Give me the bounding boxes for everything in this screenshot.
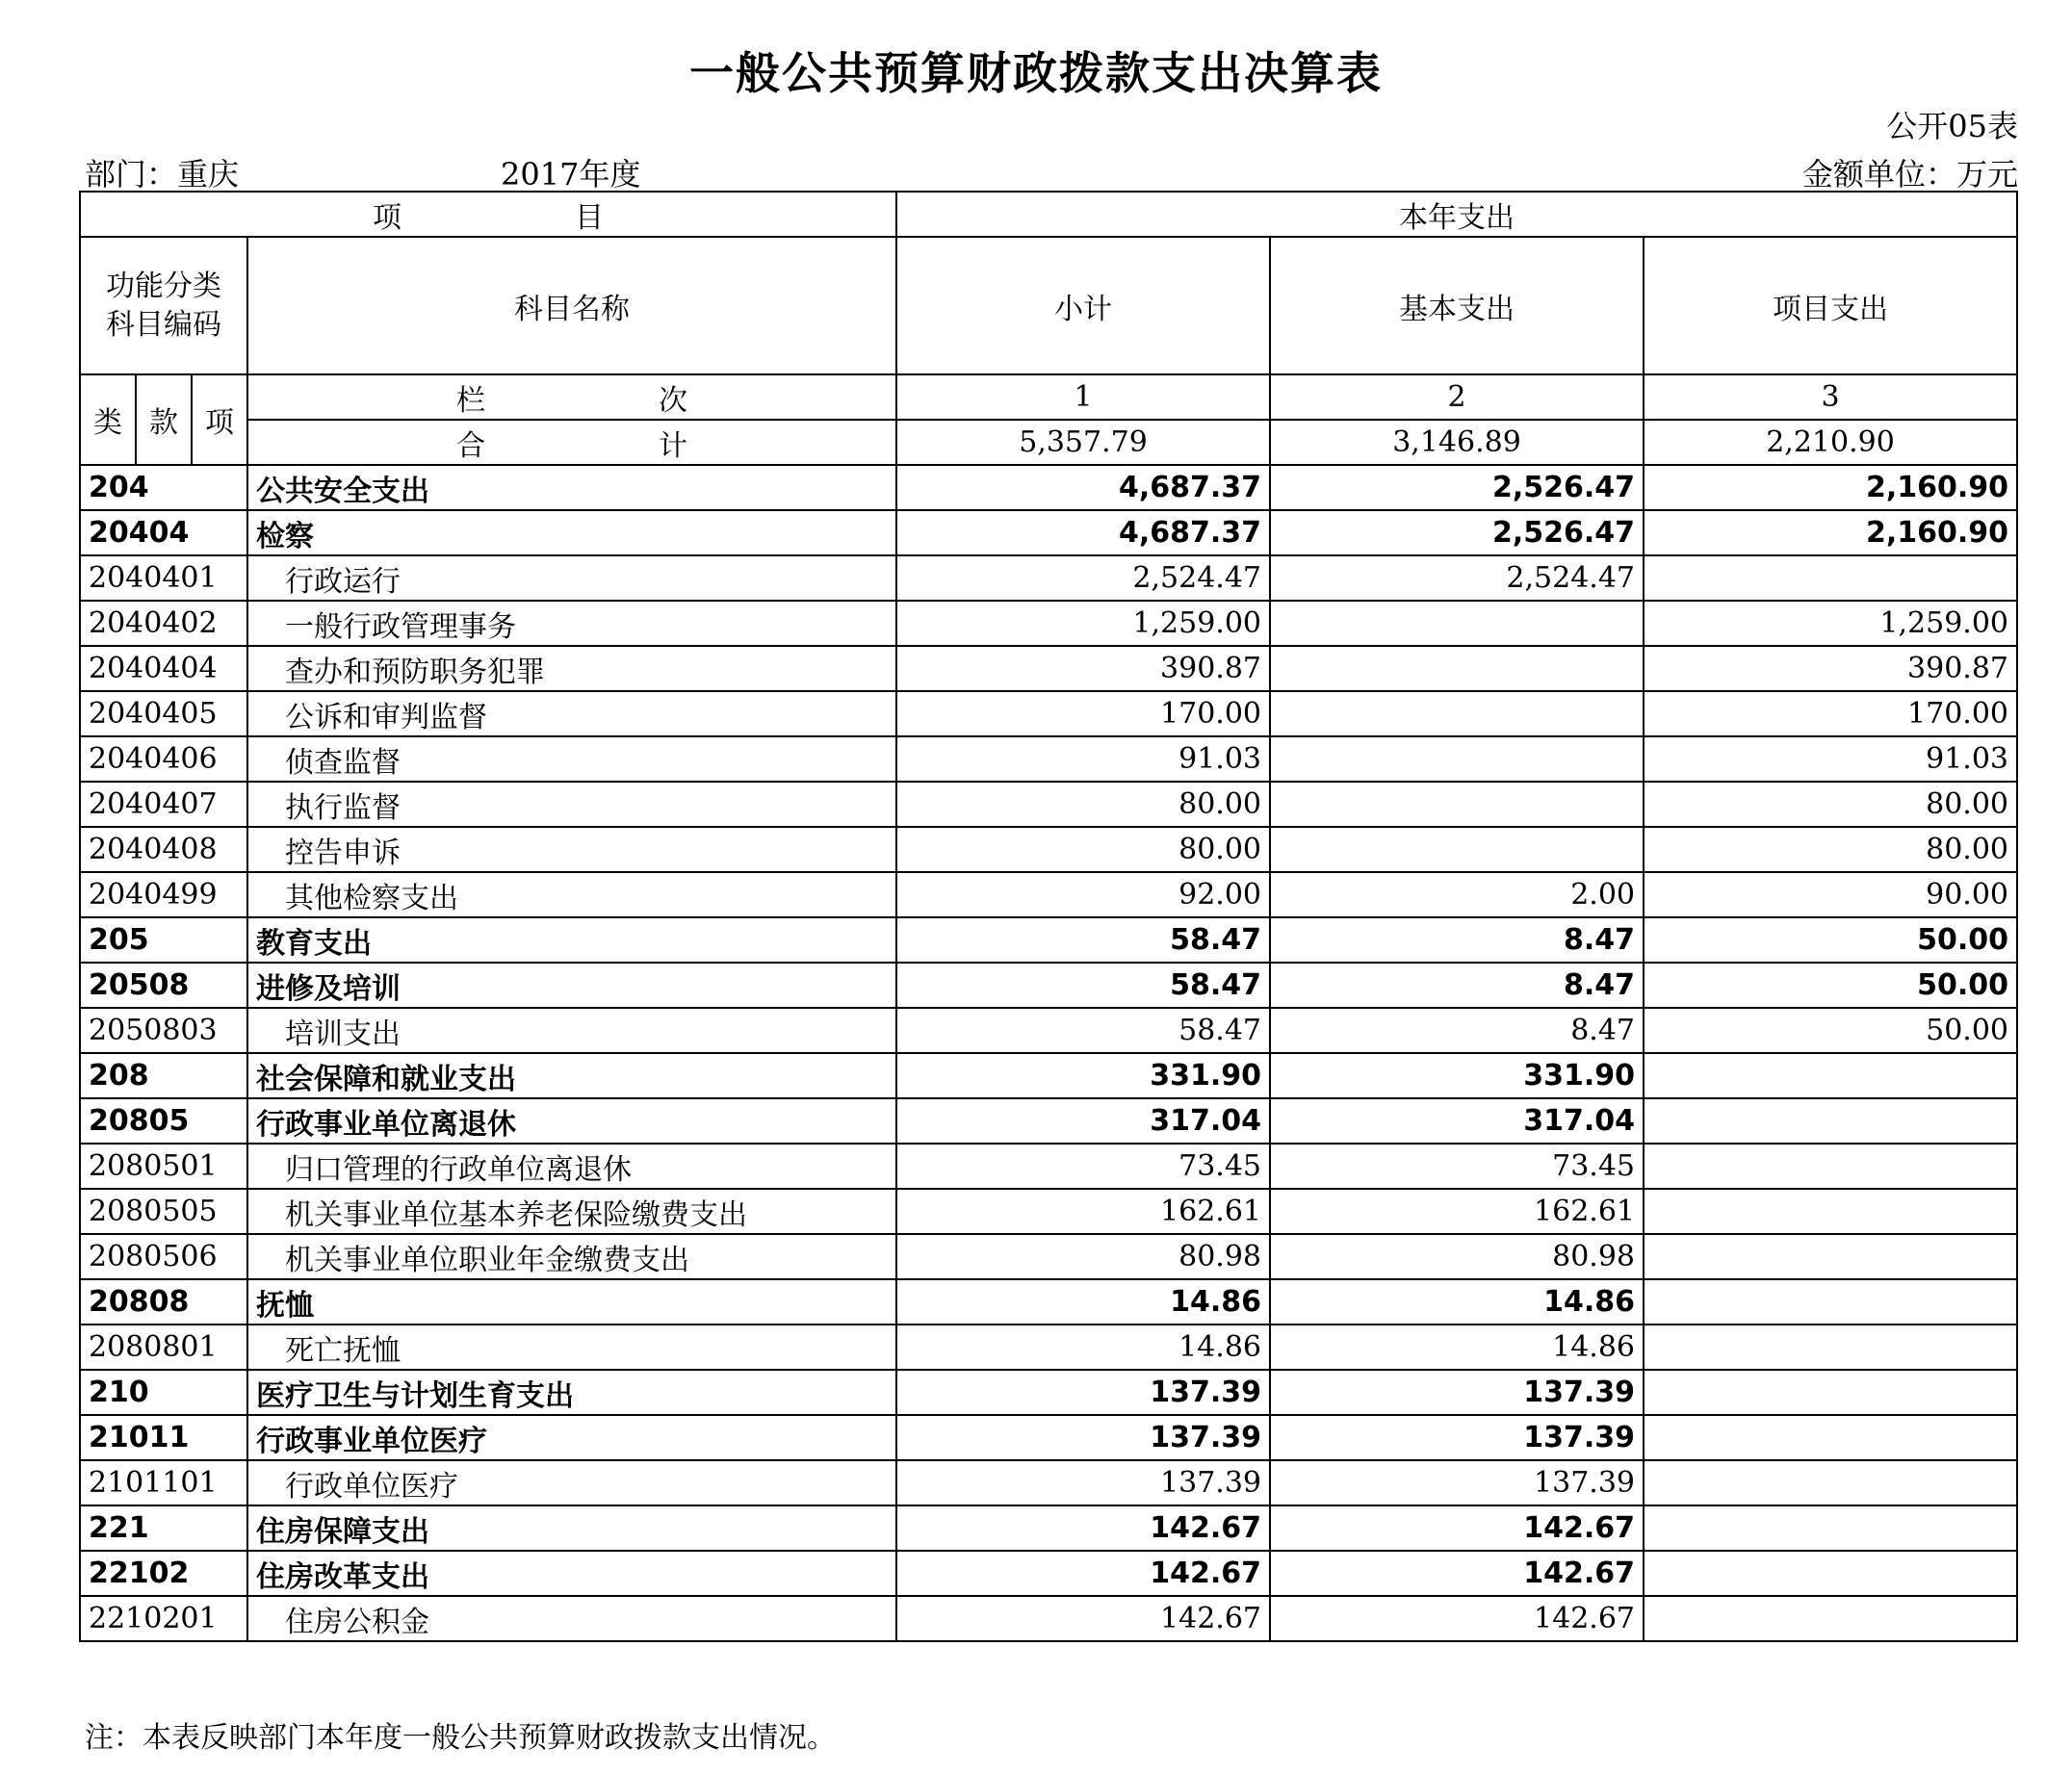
row-name: 行政事业单位医疗 — [247, 1415, 896, 1460]
row-subtotal: 14.86 — [896, 1279, 1270, 1325]
table-row — [80, 963, 2017, 1008]
row-basic: 317.04 — [1270, 1098, 1644, 1144]
row-basic — [1270, 691, 1644, 736]
row-name: 进修及培训 — [247, 963, 896, 1008]
row-project: 1,259.00 — [1644, 601, 2017, 646]
table-row — [80, 1279, 2017, 1325]
form-number: 公开05表 — [1886, 108, 2018, 144]
table-note: 注：本表反映部门本年度一般公共预算财政拨款支出情况。 — [85, 1721, 836, 1755]
row-basic — [1270, 646, 1644, 691]
total-subtotal: 5,357.79 — [896, 420, 1270, 465]
header-code-label: 功能分类 科目编码 — [80, 237, 247, 374]
row-code: 208 — [80, 1053, 247, 1098]
row-code: 2040404 — [80, 646, 247, 691]
fiscal-year: 2017年度 — [501, 156, 641, 193]
row-project: 50.00 — [1644, 1008, 2017, 1053]
row-subtotal: 80.00 — [896, 782, 1270, 827]
row-code: 2040401 — [80, 555, 247, 601]
table-row — [80, 736, 2017, 782]
row-project: 2,160.90 — [1644, 510, 2017, 555]
total-project: 2,210.90 — [1644, 420, 2017, 465]
header-subtotal: 小计 — [896, 237, 1270, 374]
header-item: 项 目 — [80, 192, 896, 237]
header-col2: 2 — [1270, 374, 1644, 420]
row-name: 住房改革支出 — [247, 1551, 896, 1596]
row-name: 机关事业单位基本养老保险缴费支出 — [247, 1189, 896, 1234]
row-project — [1644, 1053, 2017, 1098]
row-project — [1644, 1551, 2017, 1596]
row-subtotal: 142.67 — [896, 1505, 1270, 1551]
row-project: 170.00 — [1644, 691, 2017, 736]
row-project — [1644, 1415, 2017, 1460]
expenditure-table — [79, 191, 2018, 1642]
row-project — [1644, 555, 2017, 601]
row-basic: 142.67 — [1270, 1505, 1644, 1551]
header-project: 项目支出 — [1644, 237, 2017, 374]
row-basic — [1270, 827, 1644, 872]
total-basic: 3,146.89 — [1270, 420, 1644, 465]
row-subtotal: 91.03 — [896, 736, 1270, 782]
row-project: 80.00 — [1644, 827, 2017, 872]
header-basic: 基本支出 — [1270, 237, 1644, 374]
table-row — [80, 1325, 2017, 1370]
row-name: 培训支出 — [247, 1008, 896, 1053]
table-row — [80, 1415, 2017, 1460]
row-code: 2080501 — [80, 1144, 247, 1189]
row-code: 2040408 — [80, 827, 247, 872]
row-name: 公共安全支出 — [247, 465, 896, 510]
row-project: 2,160.90 — [1644, 465, 2017, 510]
row-basic: 14.86 — [1270, 1279, 1644, 1325]
row-basic: 73.45 — [1270, 1144, 1644, 1189]
row-basic: 137.39 — [1270, 1370, 1644, 1415]
row-subtotal: 317.04 — [896, 1098, 1270, 1144]
row-subtotal: 80.00 — [896, 827, 1270, 872]
row-basic: 137.39 — [1270, 1415, 1644, 1460]
row-name: 行政单位医疗 — [247, 1460, 896, 1505]
row-project — [1644, 1279, 2017, 1325]
row-name: 检察 — [247, 510, 896, 555]
row-project — [1644, 1234, 2017, 1279]
row-project: 390.87 — [1644, 646, 2017, 691]
table-row — [80, 1144, 2017, 1189]
row-name: 行政事业单位离退休 — [247, 1098, 896, 1144]
table-row — [80, 646, 2017, 691]
row-basic: 14.86 — [1270, 1325, 1644, 1370]
row-code: 21011 — [80, 1415, 247, 1460]
row-code: 2210201 — [80, 1596, 247, 1641]
row-subtotal: 331.90 — [896, 1053, 1270, 1098]
row-name: 社会保障和就业支出 — [247, 1053, 896, 1098]
row-name: 教育支出 — [247, 917, 896, 963]
header-xiang: 项 — [192, 374, 247, 465]
row-project: 91.03 — [1644, 736, 2017, 782]
table-body — [80, 465, 2017, 1641]
table-row — [80, 1053, 2017, 1098]
row-subtotal: 14.86 — [896, 1325, 1270, 1370]
row-code: 2040406 — [80, 736, 247, 782]
row-project — [1644, 1505, 2017, 1551]
row-code: 2040402 — [80, 601, 247, 646]
row-basic — [1270, 601, 1644, 646]
total-label: 合 计 — [247, 420, 896, 465]
row-name: 死亡抚恤 — [247, 1325, 896, 1370]
row-name: 住房保障支出 — [247, 1505, 896, 1551]
row-code: 2040499 — [80, 872, 247, 917]
row-project — [1644, 1325, 2017, 1370]
row-subtotal: 137.39 — [896, 1370, 1270, 1415]
table-row — [80, 691, 2017, 736]
row-code: 2040405 — [80, 691, 247, 736]
row-basic: 162.61 — [1270, 1189, 1644, 1234]
row-name: 查办和预防职务犯罪 — [247, 646, 896, 691]
table-row — [80, 601, 2017, 646]
table-row — [80, 1460, 2017, 1505]
row-code: 20404 — [80, 510, 247, 555]
row-subtotal: 2,524.47 — [896, 555, 1270, 601]
row-code: 2080505 — [80, 1189, 247, 1234]
row-name: 公诉和审判监督 — [247, 691, 896, 736]
row-name: 抚恤 — [247, 1279, 896, 1325]
table-row — [80, 782, 2017, 827]
header-kuan: 款 — [136, 374, 192, 465]
row-code: 20508 — [80, 963, 247, 1008]
page-title: 一般公共预算财政拨款支出决算表 — [689, 47, 1383, 99]
table-row — [80, 465, 2017, 510]
row-project — [1644, 1596, 2017, 1641]
row-project — [1644, 1189, 2017, 1234]
row-subtotal: 4,687.37 — [896, 510, 1270, 555]
header-col3: 3 — [1644, 374, 2017, 420]
row-code: 2080506 — [80, 1234, 247, 1279]
row-project: 80.00 — [1644, 782, 2017, 827]
row-code: 210 — [80, 1370, 247, 1415]
row-basic: 137.39 — [1270, 1460, 1644, 1505]
row-basic: 2,526.47 — [1270, 465, 1644, 510]
table-row — [80, 1505, 2017, 1551]
row-code: 205 — [80, 917, 247, 963]
row-basic: 2,524.47 — [1270, 555, 1644, 601]
row-basic: 331.90 — [1270, 1053, 1644, 1098]
table-row — [80, 1370, 2017, 1415]
table-row — [80, 555, 2017, 601]
row-project: 50.00 — [1644, 917, 2017, 963]
row-basic: 8.47 — [1270, 1008, 1644, 1053]
row-subtotal: 92.00 — [896, 872, 1270, 917]
row-name: 医疗卫生与计划生育支出 — [247, 1370, 896, 1415]
table-row — [80, 917, 2017, 963]
row-code: 20805 — [80, 1098, 247, 1144]
row-subtotal: 142.67 — [896, 1551, 1270, 1596]
row-code: 2050803 — [80, 1008, 247, 1053]
table-row — [80, 872, 2017, 917]
row-subtotal: 162.61 — [896, 1189, 1270, 1234]
header-lei: 类 — [80, 374, 136, 465]
row-code: 2080801 — [80, 1325, 247, 1370]
row-subtotal: 142.67 — [896, 1596, 1270, 1641]
table-row — [80, 827, 2017, 872]
row-name: 住房公积金 — [247, 1596, 896, 1641]
row-basic — [1270, 782, 1644, 827]
row-name: 控告申诉 — [247, 827, 896, 872]
row-subtotal: 58.47 — [896, 1008, 1270, 1053]
row-subtotal: 137.39 — [896, 1415, 1270, 1460]
row-subtotal: 1,259.00 — [896, 601, 1270, 646]
row-basic: 8.47 — [1270, 917, 1644, 963]
row-subtotal: 73.45 — [896, 1144, 1270, 1189]
table-row — [80, 1098, 2017, 1144]
row-project — [1644, 1460, 2017, 1505]
row-basic: 8.47 — [1270, 963, 1644, 1008]
table-row — [80, 1234, 2017, 1279]
row-name: 执行监督 — [247, 782, 896, 827]
row-name: 行政运行 — [247, 555, 896, 601]
row-subtotal: 170.00 — [896, 691, 1270, 736]
row-basic — [1270, 736, 1644, 782]
row-subtotal: 137.39 — [896, 1460, 1270, 1505]
table-row — [80, 1189, 2017, 1234]
table-row — [80, 1008, 2017, 1053]
row-project: 90.00 — [1644, 872, 2017, 917]
row-code: 22102 — [80, 1551, 247, 1596]
row-code: 204 — [80, 465, 247, 510]
row-code: 2040407 — [80, 782, 247, 827]
row-basic: 142.67 — [1270, 1596, 1644, 1641]
table-row — [80, 1551, 2017, 1596]
row-subtotal: 58.47 — [896, 963, 1270, 1008]
row-basic: 142.67 — [1270, 1551, 1644, 1596]
department-label: 部门：重庆 — [85, 156, 240, 193]
row-project — [1644, 1144, 2017, 1189]
row-name: 其他检察支出 — [247, 872, 896, 917]
row-name: 归口管理的行政单位离退休 — [247, 1144, 896, 1189]
header-column-label: 栏 次 — [247, 374, 896, 420]
table-row — [80, 510, 2017, 555]
row-subtotal: 4,687.37 — [896, 465, 1270, 510]
row-basic: 2.00 — [1270, 872, 1644, 917]
row-project: 50.00 — [1644, 963, 2017, 1008]
row-code: 221 — [80, 1505, 247, 1551]
row-name: 机关事业单位职业年金缴费支出 — [247, 1234, 896, 1279]
row-code: 2101101 — [80, 1460, 247, 1505]
row-basic: 2,526.47 — [1270, 510, 1644, 555]
row-code: 20808 — [80, 1279, 247, 1325]
row-subtotal: 80.98 — [896, 1234, 1270, 1279]
header-col1: 1 — [896, 374, 1270, 420]
row-name: 一般行政管理事务 — [247, 601, 896, 646]
row-project — [1644, 1098, 2017, 1144]
amount-unit: 金额单位：万元 — [1801, 156, 2018, 193]
row-basic: 80.98 — [1270, 1234, 1644, 1279]
row-subtotal: 58.47 — [896, 917, 1270, 963]
table-row — [80, 1596, 2017, 1641]
row-project — [1644, 1370, 2017, 1415]
row-name: 侦查监督 — [247, 736, 896, 782]
header-name-label: 科目名称 — [247, 237, 896, 374]
row-subtotal: 390.87 — [896, 646, 1270, 691]
header-expense: 本年支出 — [896, 192, 2017, 237]
